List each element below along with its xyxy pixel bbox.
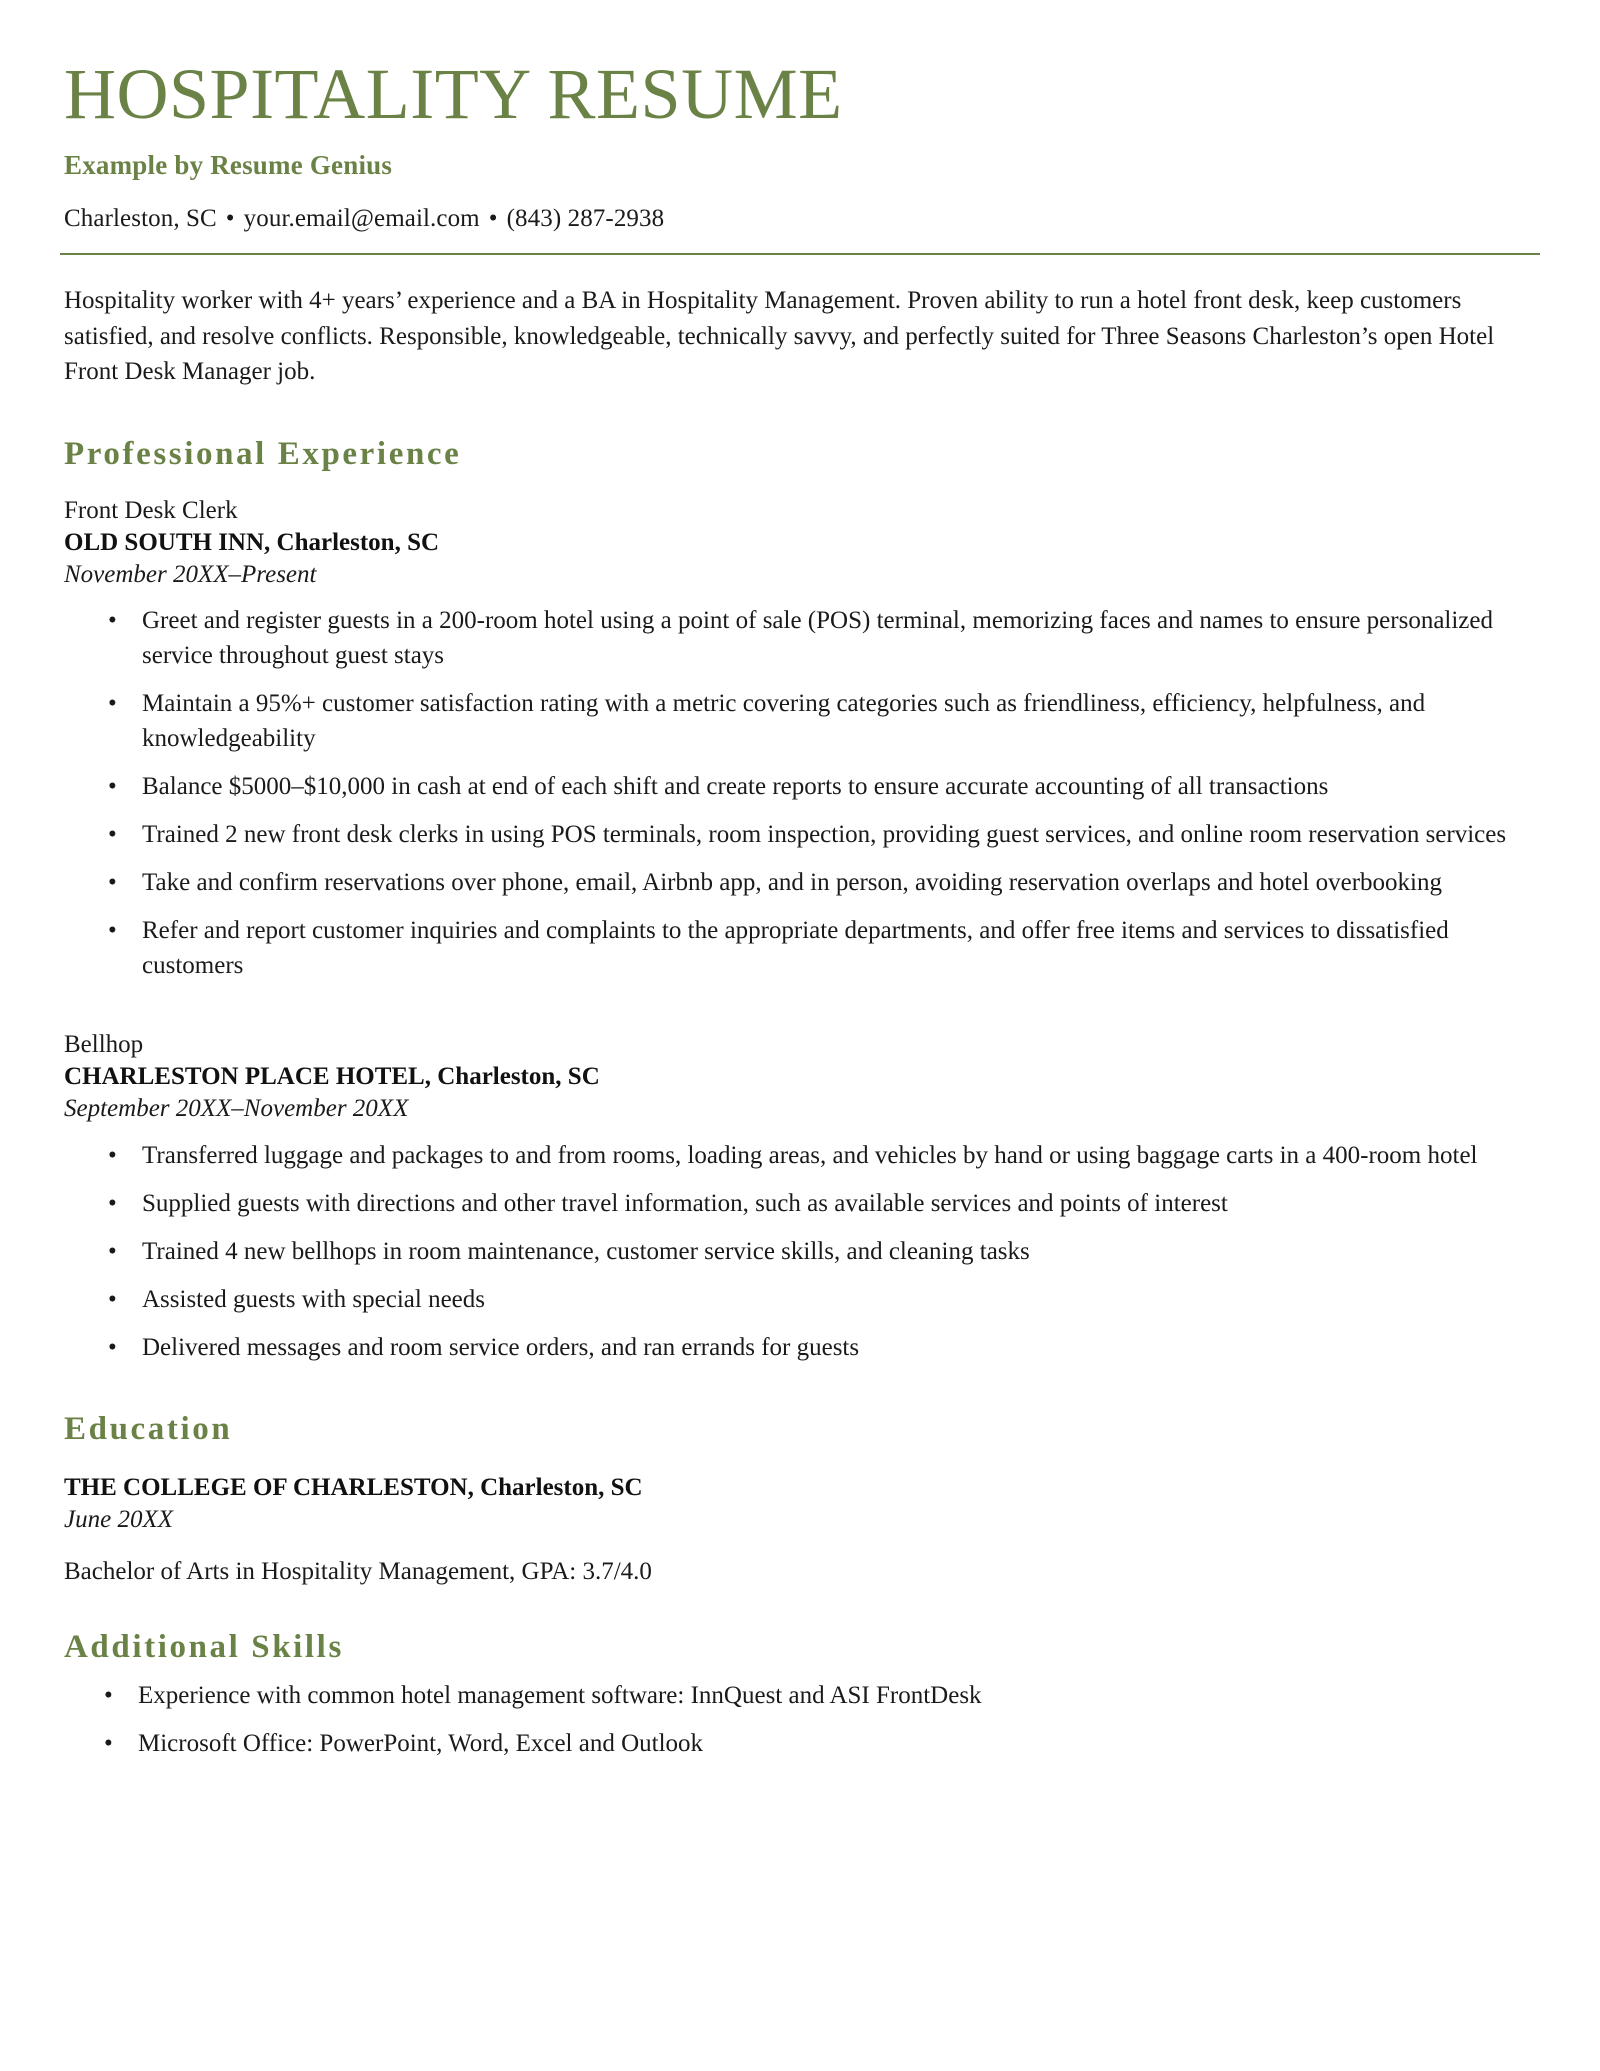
job-bullet-list	[64, 603, 1540, 983]
contact-line	[64, 205, 1540, 233]
bullet-text: Delivered messages and room service orders, and ran errands for guests	[142, 1333, 860, 1361]
bullet-text: Transferred luggage and packages to and from rooms, loading areas, and vehicles by hand or using baggage carts in a 400-room hotel	[142, 1141, 1478, 1169]
bullet-icon: •	[108, 1141, 117, 1169]
resume-subtitle: Example by Resume Genius	[64, 150, 393, 180]
bullet-icon: •	[108, 821, 117, 848]
bullet-text: Take and confirm reservations over phone, email, Airbnb app, and in person, avoiding reservation overlaps and hotel overbooking	[142, 869, 1442, 896]
bullet-text: Greet and register guests in a 200-room hotel using a point of sale (POS) terminal, memorizing faces and names to ensure personalized service throughout guest stays	[142, 607, 1494, 669]
bullet-text: Trained 2 new front desk clerks in using POS terminals, room inspection, providing guest services, and online room reservation services	[142, 821, 1507, 848]
skills-bullet-list	[60, 1678, 1540, 1761]
list-item	[64, 1234, 1540, 1269]
bullet-icon: •	[108, 690, 117, 717]
job-company: CHARLESTON PLACE HOTEL, Charleston, SC	[64, 1063, 600, 1090]
bullet-text: Assisted guests with special needs	[142, 1285, 486, 1313]
list-item	[64, 1138, 1540, 1173]
list-item	[64, 817, 1540, 852]
bullet-text: Balance $5000–$10,000 in cash at end of each shift and create reports to ensure accurate accounting of all transactions	[142, 773, 1329, 800]
contact-separator-1: •	[225, 205, 235, 232]
bullet-text: Refer and report customer inquiries and complaints to the appropriate departments, and offer free items and services to dissatisfied customers	[142, 917, 1449, 979]
header-divider	[60, 253, 1540, 255]
job-title: Bellhop	[64, 1031, 144, 1058]
bullet-icon: •	[108, 773, 117, 800]
bullet-icon: •	[108, 607, 117, 634]
list-item	[64, 865, 1540, 900]
list-item	[64, 769, 1540, 804]
job-bullet-list	[64, 1138, 1540, 1365]
bullet-text: Experience with common hotel management software: InnQuest and ASI FrontDesk	[138, 1681, 982, 1709]
list-item	[64, 913, 1540, 983]
bullet-icon: •	[108, 1333, 117, 1361]
list-item	[64, 1186, 1540, 1221]
education-degree: Bachelor of Arts in Hospitality Management, GPA: 3.7/4.0	[64, 1558, 652, 1585]
contact-email[interactable]: your.email@email.com	[243, 205, 480, 232]
resume-summary: Hospitality worker with 4+ years’ experience and a BA in Hospitality Management. Proven ability to run a hotel front desk, keep customers satisfied, and resolve conflicts. Responsible, knowledgeable, technically savvy, and perfectly suited for Three Seasons Charleston’s open Hotel Front Desk Manager job.	[64, 287, 1495, 385]
job-company: OLD SOUTH INN, Charleston, SC	[64, 528, 440, 556]
job-dates: September 20XX–November 20XX	[64, 1095, 409, 1122]
education-date: June 20XX	[64, 1505, 173, 1533]
bullet-icon: •	[108, 1189, 117, 1217]
section-heading-skills: Additional Skills	[64, 1628, 344, 1665]
section-heading-education: Education	[64, 1410, 233, 1447]
page-title: HOSPITALITY RESUME	[64, 54, 843, 134]
contact-phone[interactable]: (843) 287-2938	[506, 205, 665, 232]
job-title: Front Desk Clerk	[64, 496, 238, 524]
bullet-text: Microsoft Office: PowerPoint, Word, Excel and Outlook	[138, 1729, 704, 1757]
experience-entry-2	[64, 1029, 1540, 1365]
bullet-icon: •	[104, 1729, 113, 1757]
education-school: THE COLLEGE OF CHARLESTON, Charleston, SC	[64, 1473, 643, 1501]
bullet-icon: •	[108, 917, 117, 944]
contact-separator-2: •	[488, 205, 498, 232]
list-item	[64, 1330, 1540, 1365]
list-item	[60, 1726, 1540, 1761]
list-item	[60, 1678, 1540, 1713]
contact-location: Charleston, SC	[64, 205, 217, 232]
section-heading-experience: Professional Experience	[64, 435, 462, 472]
bullet-text: Supplied guests with directions and other travel information, such as available services and points of interest	[142, 1189, 1228, 1217]
resume-header	[60, 54, 1540, 255]
job-dates: November 20XX–Present	[64, 560, 317, 588]
list-item	[64, 603, 1540, 673]
bullet-text: Maintain a 95%+ customer satisfaction rating with a metric covering categories such as friendliness, efficiency, helpfulness, and knowledgeability	[142, 690, 1426, 752]
bullet-text: Trained 4 new bellhops in room maintenance, customer service skills, and cleaning tasks	[142, 1237, 1030, 1265]
education-entry	[64, 1472, 1540, 1589]
list-item	[64, 1282, 1540, 1317]
list-item	[64, 686, 1540, 756]
experience-entry-1	[64, 495, 1540, 984]
bullet-icon: •	[104, 1681, 113, 1709]
bullet-icon: •	[108, 1285, 117, 1313]
bullet-icon: •	[108, 1237, 117, 1265]
bullet-icon: •	[108, 869, 117, 896]
